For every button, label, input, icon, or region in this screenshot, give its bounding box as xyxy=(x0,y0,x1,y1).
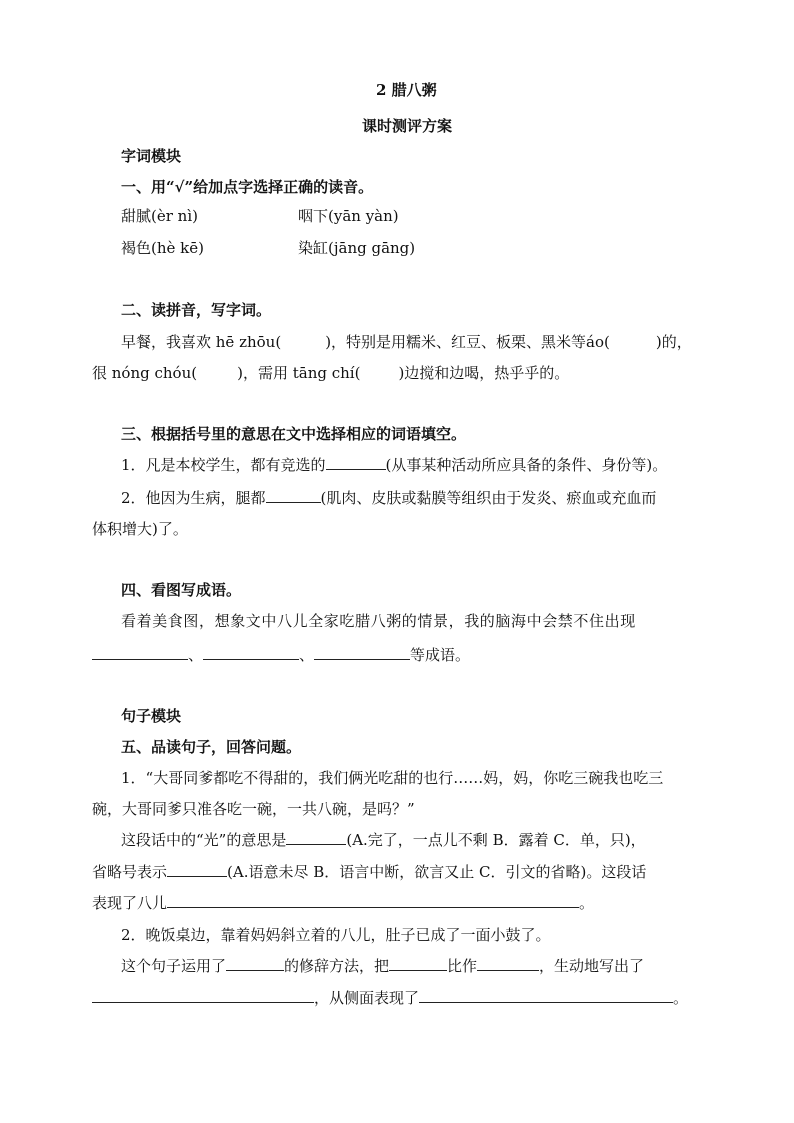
q4-blank-2[interactable] xyxy=(203,645,299,660)
page-title: 2 腊八粥 xyxy=(376,81,437,99)
q5-answer-3 xyxy=(92,893,594,913)
q5-a2-text-b: (A.语意未尽 B．语言中断，欲言又止 C．引文的省略)。这段话 xyxy=(227,863,647,881)
q5-a2-text-a: 省略号表示 xyxy=(92,863,168,881)
q3-s1-text-a: 1．凡是本校学生，都有竞选的 xyxy=(121,456,326,474)
q5-a3-text-b: 。 xyxy=(579,894,595,912)
q5-blank-6[interactable] xyxy=(477,956,539,971)
q5-answer-4 xyxy=(121,956,644,976)
q1-item-1: 甜腻(èr nì) xyxy=(121,207,198,225)
section-heading-sentences: 句子模块 xyxy=(121,707,182,725)
q3-blank-1[interactable] xyxy=(326,455,386,470)
q5-b1-text-d: ，生动地写出了 xyxy=(539,957,645,975)
q2-text-1c: )的， xyxy=(655,333,692,351)
q5-answer-5 xyxy=(92,988,688,1008)
q5-blank-7[interactable] xyxy=(92,988,314,1003)
q5-a1-text-a: 这段话中的“光”的意思是 xyxy=(121,831,287,849)
q2-line-1 xyxy=(121,332,692,352)
q3-s1-text-b: (从事某种活动所应具备的条件、身份等)。 xyxy=(385,456,668,474)
q5-b2-text-b: 。 xyxy=(673,989,689,1007)
q5-blank-3[interactable] xyxy=(167,893,579,908)
q4-heading: 四、看图写成语。 xyxy=(121,581,242,599)
q4-sep-1: 、 xyxy=(188,646,204,664)
q5-blank-4[interactable] xyxy=(226,956,284,971)
q5-blank-5[interactable] xyxy=(389,956,447,971)
q3-sentence-2-cont: 体积增大)了。 xyxy=(92,520,188,538)
q5-a1-text-b: (A.完了，一点儿不剩 B．露着 C．单，只)， xyxy=(346,831,646,849)
q3-heading: 三、根据括号里的意思在文中选择相应的词语填空。 xyxy=(121,425,467,443)
q3-sentence-2 xyxy=(121,488,656,508)
q3-blank-2[interactable] xyxy=(266,488,321,503)
q5-answer-2 xyxy=(92,862,646,882)
q2-heading: 二、读拼音，写字词。 xyxy=(121,301,272,319)
q2-text-1a: 早餐，我喜欢 hē zhōu( xyxy=(121,333,282,351)
q5-b1-text-a: 这个句子运用了 xyxy=(121,957,227,975)
q4-line-1: 看着美食图，想象文中八儿全家吃腊八粥的情景，我的脑海中会禁不住出现 xyxy=(121,612,636,630)
q1-item-2: 咽下(yān yàn) xyxy=(298,207,399,225)
q2-text-1b: )，特别是用糯米、红豆、板栗、黑米等áo( xyxy=(325,333,610,351)
q3-s2-text-b: (肌肉、皮肤或黏膜等组织由于发炎、瘀血或充血而 xyxy=(320,489,657,507)
q4-blank-1[interactable] xyxy=(92,645,188,660)
q4-sep-2: 、 xyxy=(299,646,315,664)
q5-b2-text-a: ，从侧面表现了 xyxy=(314,989,420,1007)
q5-a3-text-a: 表现了八儿 xyxy=(92,894,168,912)
q5-sentence-1-line-2: 碗，大哥同爹只准各吃一碗，一共八碗，是吗？” xyxy=(92,800,415,818)
q2-text-2a: 很 nóng chóu( xyxy=(92,364,198,382)
q4-end: 等成语。 xyxy=(410,646,471,664)
q1-item-4: 染缸(jāng gāng) xyxy=(298,239,416,257)
q4-blank-3[interactable] xyxy=(314,645,410,660)
q5-blank-8[interactable] xyxy=(419,988,673,1003)
q3-s2-text-a: 2．他因为生病，腿都 xyxy=(121,489,266,507)
q1-item-3: 褐色(hè kē) xyxy=(121,239,204,257)
q5-blank-1[interactable] xyxy=(286,830,346,845)
q2-text-2b: )，需用 tāng chí( xyxy=(237,364,361,382)
q5-b1-text-c: 比作 xyxy=(447,957,478,975)
q5-b1-text-b: 的修辞方法，把 xyxy=(284,957,390,975)
q5-heading: 五、品读句子，回答问题。 xyxy=(121,738,302,756)
q3-sentence-1 xyxy=(121,455,667,475)
q5-sentence-1-line-1: 1．“大哥同爹都吃不得甜的，我们俩光吃甜的也行……妈，妈，你吃三碗我也吃三 xyxy=(121,769,664,787)
q5-answer-1 xyxy=(121,830,646,850)
q1-heading: 一、用“√”给加点字选择正确的读音。 xyxy=(121,178,374,196)
q5-blank-2[interactable] xyxy=(167,862,227,877)
section-heading-words: 字词模块 xyxy=(121,147,182,165)
page-subtitle: 课时测评方案 xyxy=(362,117,453,135)
q2-line-2 xyxy=(92,363,569,383)
q4-line-2 xyxy=(92,645,470,665)
q2-text-2c: )边搅和边喝，热乎乎的。 xyxy=(398,364,570,382)
q5-sentence-2: 2．晚饭桌边，靠着妈妈斜立着的八儿，肚子已成了一面小鼓了。 xyxy=(121,926,551,944)
